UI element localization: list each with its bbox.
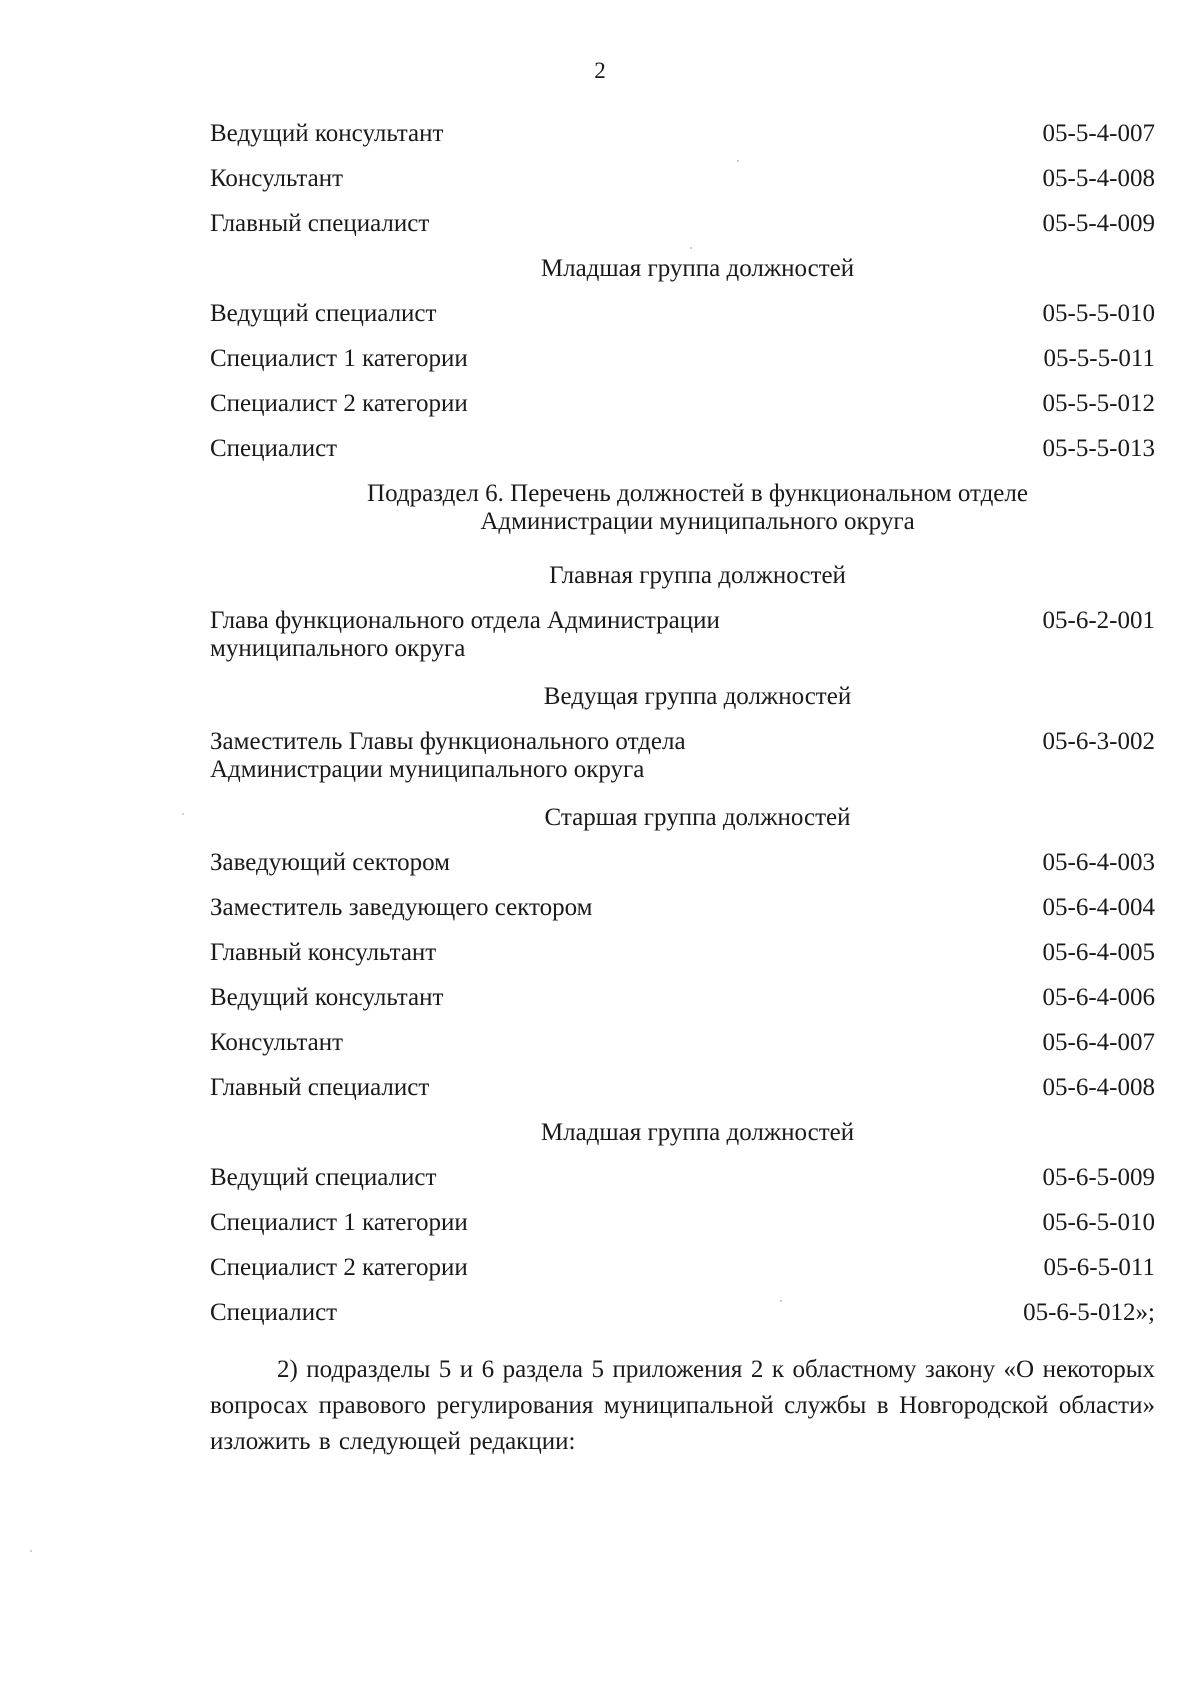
position-row bbox=[210, 300, 1155, 345]
position-title: Ведущий специалист bbox=[210, 1164, 437, 1191]
page-number: 2 bbox=[594, 58, 606, 83]
document-body bbox=[210, 120, 1155, 1460]
position-code: 05-6-5-011 bbox=[1043, 1254, 1155, 1281]
position-code: 05-6-2-001 bbox=[1042, 607, 1155, 634]
position-title: Консультант bbox=[210, 165, 344, 192]
position-code: 05-5-4-007 bbox=[1042, 120, 1155, 147]
position-code: 05-6-5-012»; bbox=[1023, 1299, 1155, 1326]
position-row bbox=[210, 1299, 1155, 1344]
position-code: 05-6-3-002 bbox=[1042, 728, 1155, 755]
position-title: Ведущий консультант bbox=[210, 120, 444, 147]
position-title: Специалист 1 категории bbox=[210, 345, 468, 372]
position-row bbox=[210, 728, 1155, 792]
position-title: Заместитель заведующего сектором bbox=[210, 894, 593, 921]
position-title bbox=[210, 728, 1043, 784]
group-heading: Старшая группа должностей bbox=[544, 804, 851, 831]
position-row bbox=[210, 345, 1155, 390]
position-title: Специалист 2 категории bbox=[210, 390, 468, 417]
position-row bbox=[210, 435, 1155, 480]
position-code: 05-6-4-008 bbox=[1042, 1074, 1155, 1101]
position-code: 05-6-4-005 bbox=[1042, 939, 1155, 966]
position-title: Заведующий сектором bbox=[210, 849, 450, 876]
position-code: 05-5-4-009 bbox=[1042, 210, 1155, 237]
position-row bbox=[210, 1029, 1155, 1074]
position-code: 05-5-5-012 bbox=[1042, 390, 1155, 417]
position-code: 05-5-5-013 bbox=[1042, 435, 1155, 462]
position-title: Консультант bbox=[210, 1029, 344, 1056]
position-title: Специалист bbox=[210, 435, 338, 462]
position-code: 05-6-5-009 bbox=[1042, 1164, 1155, 1191]
scan-speck bbox=[690, 247, 692, 249]
group-heading: Младшая группа должностей bbox=[540, 255, 855, 282]
position-title: Главный консультант bbox=[210, 939, 437, 966]
position-title-line: Заместитель Главы функционального отдела bbox=[210, 728, 686, 755]
position-code: 05-5-5-010 bbox=[1042, 300, 1155, 327]
position-title: Ведущий консультант bbox=[210, 984, 444, 1011]
position-title-line: Глава функционального отдела Администрации bbox=[210, 607, 720, 634]
position-code: 05-6-4-004 bbox=[1042, 894, 1155, 921]
position-code: 05-6-5-010 bbox=[1042, 1209, 1155, 1236]
position-row bbox=[210, 939, 1155, 984]
group-heading: Младшая группа должностей bbox=[540, 1119, 855, 1146]
position-title: Ведущий специалист bbox=[210, 300, 437, 327]
position-title: Главный специалист bbox=[210, 210, 430, 237]
position-title bbox=[210, 607, 1043, 663]
position-row bbox=[210, 1254, 1155, 1299]
position-row bbox=[210, 210, 1155, 255]
group-heading: Ведущая группа должностей bbox=[543, 683, 852, 710]
position-row bbox=[210, 984, 1155, 1029]
position-code: 05-5-5-011 bbox=[1043, 345, 1155, 372]
position-row bbox=[210, 1209, 1155, 1254]
position-row bbox=[210, 1074, 1155, 1119]
position-row bbox=[210, 1164, 1155, 1209]
group-heading: Главная группа должностей bbox=[549, 562, 846, 589]
scan-speck bbox=[737, 160, 739, 162]
position-title-line: муниципального округа bbox=[210, 635, 466, 662]
position-title: Главный специалист bbox=[210, 1074, 430, 1101]
position-row bbox=[210, 849, 1155, 894]
position-code: 05-6-4-003 bbox=[1042, 849, 1155, 876]
position-title-line: Администрации муниципального округа bbox=[210, 756, 645, 783]
subsection-heading bbox=[210, 480, 1155, 562]
position-row bbox=[210, 165, 1155, 210]
position-title: Специалист bbox=[210, 1299, 338, 1326]
scan-speck bbox=[30, 1550, 32, 1552]
position-row bbox=[210, 390, 1155, 435]
position-code: 05-6-4-007 bbox=[1042, 1029, 1155, 1056]
position-row bbox=[210, 894, 1155, 939]
subsection-heading-line: Администрации муниципального округа bbox=[480, 508, 915, 535]
subsection-heading-line: Подраздел 6. Перечень должностей в функциональном отделе bbox=[367, 480, 1028, 507]
position-row bbox=[210, 120, 1155, 165]
position-code: 05-6-4-006 bbox=[1042, 984, 1155, 1011]
closing-paragraph: 2) подразделы 5 и 6 раздела 5 приложения 2 к областному закону «О некоторых вопросах правового регулирования муниципальной службы в Новгородской области» изложить в следующей редакции: bbox=[210, 1356, 1155, 1455]
position-title: Специалист 2 категории bbox=[210, 1254, 468, 1281]
scan-speck bbox=[182, 813, 184, 815]
position-code: 05-5-4-008 bbox=[1042, 165, 1155, 192]
position-title: Специалист 1 категории bbox=[210, 1209, 468, 1236]
scan-speck bbox=[780, 1300, 782, 1302]
position-row bbox=[210, 607, 1155, 671]
